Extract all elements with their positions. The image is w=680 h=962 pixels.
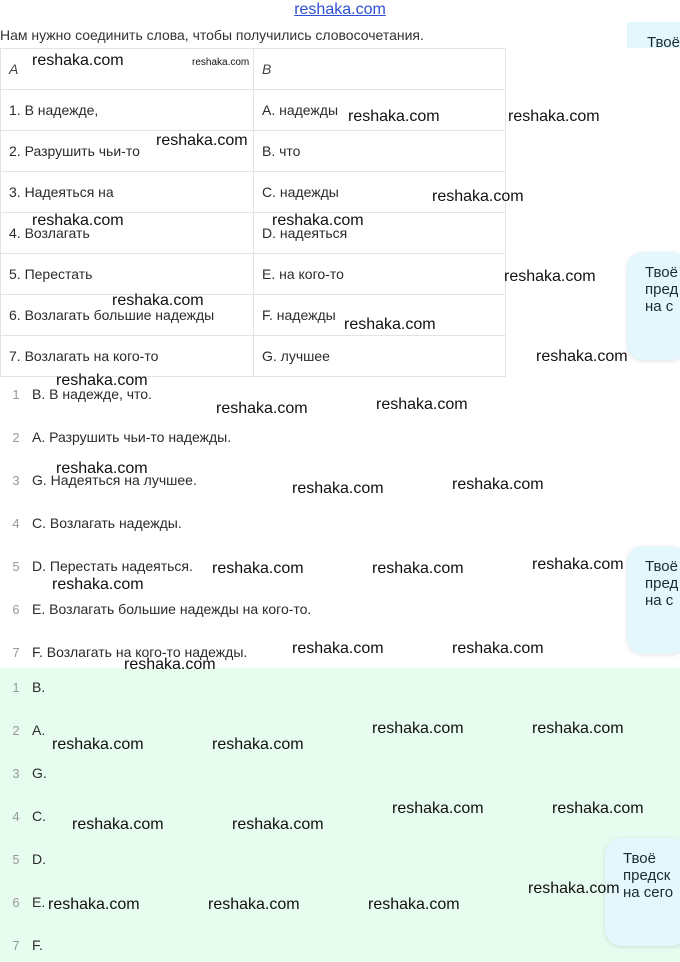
watermark: reshaka.com (52, 736, 144, 753)
watermark: reshaka.com (532, 556, 624, 573)
watermark: reshaka.com (372, 560, 464, 577)
site-header-link[interactable]: reshaka.com (294, 1, 386, 18)
list-text: E. Возлагать большие надежды на кого-то. (32, 601, 312, 617)
table-cell: B. что (254, 131, 506, 172)
prediction-bubble[interactable]: Твоё пред на с (627, 252, 680, 360)
prediction-bubble[interactable]: Твоё пред на с (627, 546, 680, 654)
table-cell: 6. Возлагать большие надежды (1, 295, 254, 336)
list-item (0, 384, 152, 404)
prediction-bubble[interactable]: Твоё предск на сего (605, 838, 680, 946)
list-number: 7 (12, 644, 20, 660)
watermark: reshaka.com (552, 800, 644, 817)
table-cell: 2. Разрушить чьи-то (1, 131, 254, 172)
list-text: F. (32, 937, 43, 953)
table-cell: 4. Возлагать (1, 213, 254, 254)
prediction-bubble[interactable]: Твоё (627, 22, 680, 48)
watermark: reshaka.com (208, 896, 300, 913)
table-cell: 7. Возлагать на кого-то (1, 336, 254, 377)
watermark: reshaka.com (56, 372, 148, 389)
list-text: D. Перестать надеяться. (32, 558, 193, 574)
table-cell: D. надеяться (254, 213, 506, 254)
table-cell: 3. Надеяться на (1, 172, 254, 213)
column-header-a: A (1, 49, 254, 90)
watermark: reshaka.com (372, 720, 464, 737)
table-row (1, 213, 506, 254)
table-row (1, 90, 506, 131)
watermark: reshaka.com (452, 476, 544, 493)
table-cell: A. надежды (254, 90, 506, 131)
table-row (1, 254, 506, 295)
list-item (0, 720, 45, 740)
column-header-b: B (254, 49, 506, 90)
watermark: reshaka.com (56, 460, 148, 477)
watermark: reshaka.com (368, 896, 460, 913)
watermark: reshaka.com (504, 268, 596, 285)
list-number: 1 (12, 386, 20, 402)
watermark: reshaka.com (32, 52, 124, 69)
list-item (0, 763, 47, 783)
list-text: G. (32, 765, 47, 781)
table-cell: 1. В надежде, (1, 90, 254, 131)
list-item (0, 556, 193, 576)
watermark: reshaka.com (272, 212, 364, 229)
list-item (0, 642, 247, 662)
list-number: 2 (12, 722, 20, 738)
watermark: reshaka.com (232, 816, 324, 833)
list-text: B. (32, 679, 46, 695)
list-text: B. В надежде, что. (32, 386, 152, 402)
watermark: reshaka.com (48, 896, 140, 913)
table-row (1, 295, 506, 336)
list-number: 6 (12, 894, 20, 910)
table-row (1, 131, 506, 172)
list-item (0, 677, 45, 697)
table-cell: 5. Перестать (1, 254, 254, 295)
watermark: reshaka.com (528, 880, 620, 897)
list-item (0, 935, 43, 955)
watermark: reshaka.com (212, 560, 304, 577)
watermark: reshaka.com (344, 316, 436, 333)
watermark: reshaka.com (532, 720, 624, 737)
list-number: 5 (12, 851, 20, 867)
list-text: F. Возлагать на кого-то надежды. (32, 644, 248, 660)
list-number: 2 (12, 429, 20, 445)
watermark: reshaka.com (452, 640, 544, 657)
answers-band (0, 668, 680, 962)
watermark: reshaka.com (72, 816, 164, 833)
table-cell: G. лучшее (254, 336, 506, 377)
list-number: 5 (12, 558, 20, 574)
watermark: reshaka.com (508, 108, 600, 125)
watermark: reshaka.com (432, 188, 524, 205)
watermark: reshaka.com (376, 396, 468, 413)
list-item (0, 892, 45, 912)
watermark: reshaka.com (392, 800, 484, 817)
watermark: reshaka.com (292, 480, 384, 497)
list-item (0, 470, 197, 490)
list-number: 4 (12, 515, 20, 531)
watermark: reshaka.com (536, 348, 628, 365)
task-instruction: Нам нужно соединить слова, чтобы получились словосочетания. (0, 27, 424, 43)
table-row (1, 172, 506, 213)
list-text: A. Разрушить чьи-то надежды. (32, 429, 232, 445)
list-number: 6 (12, 601, 20, 617)
watermark: reshaka.com (156, 132, 248, 149)
watermark: reshaka.com (52, 576, 144, 593)
watermark: reshaka.com (212, 736, 304, 753)
list-item (0, 599, 311, 619)
list-item (0, 427, 231, 447)
list-text: E. (32, 894, 46, 910)
list-text: G. Надеяться на лучшее. (32, 472, 197, 488)
table-cell: C. надежды (254, 172, 506, 213)
watermark: reshaka.com (112, 292, 204, 309)
watermark: reshaka.com (32, 212, 124, 229)
list-number: 3 (12, 472, 20, 488)
matching-table (0, 48, 506, 377)
watermark: reshaka.com (124, 656, 216, 673)
table-row (1, 336, 506, 377)
list-number: 4 (12, 808, 20, 824)
list-item (0, 806, 46, 826)
list-number: 1 (12, 679, 20, 695)
list-item (0, 513, 182, 533)
watermark: reshaka.com (292, 640, 384, 657)
list-item (0, 849, 46, 869)
list-number: 7 (12, 937, 20, 953)
list-number: 3 (12, 765, 20, 781)
list-text: C. Возлагать надежды. (32, 515, 182, 531)
table-header-row (1, 49, 506, 90)
table-cell: F. надежды (254, 295, 506, 336)
watermark: reshaka.com (348, 108, 440, 125)
watermark: reshaka.com (216, 400, 308, 417)
list-text: D. (32, 851, 46, 867)
table-cell: E. на кого-то (254, 254, 506, 295)
list-text: A. (32, 722, 46, 738)
watermark: reshaka.com (192, 57, 250, 68)
list-text: C. (32, 808, 46, 824)
